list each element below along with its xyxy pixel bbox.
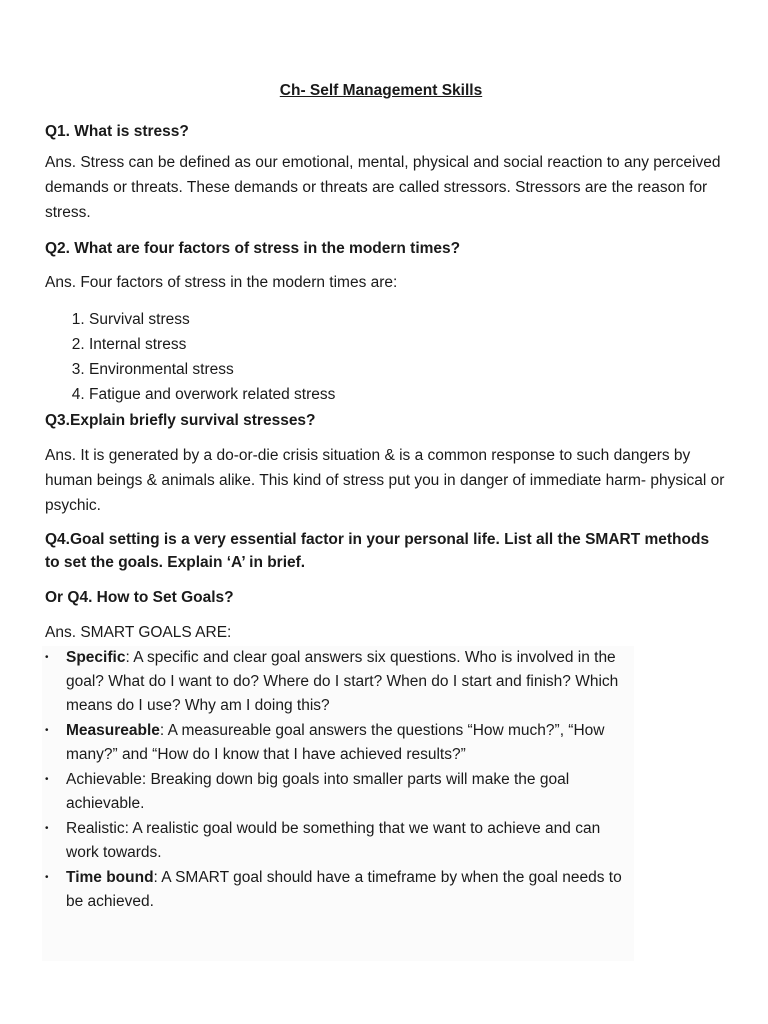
smart-item-specific bbox=[45, 646, 630, 718]
smart-item-achievable bbox=[45, 768, 630, 816]
page-title: Ch- Self Management Skills bbox=[279, 82, 483, 99]
smart-text: Achievable: Breaking down big goals into smaller parts will make the goal achievable. bbox=[66, 771, 570, 812]
smart-term: Measureable bbox=[66, 722, 160, 739]
stress-factors-list bbox=[45, 307, 689, 407]
list-item: 3. Environmental stress bbox=[89, 357, 689, 382]
smart-item-realistic bbox=[45, 817, 630, 865]
list-item: 4. Fatigue and overwork related stress bbox=[89, 382, 689, 407]
q2-answer: Ans. Four factors of stress in the modern times are: bbox=[45, 274, 398, 291]
q1-answer: Ans. Stress can be defined as our emotional, mental, physical and social reaction to any perceived demands or threats. These demands or threats are called stressors. Stressors are the reason for stress. bbox=[45, 154, 721, 221]
bullet-icon: • bbox=[45, 652, 49, 663]
bullet-icon: • bbox=[45, 823, 49, 834]
q3-answer: Ans. It is generated by a do-or-die crisis situation & is a common response to such dangers by human beings & animals alike. This kind of stress put you in danger of immediate harm- physical or psychic. bbox=[45, 447, 725, 514]
list-item: 1. Survival stress bbox=[89, 307, 689, 332]
smart-term: Time bound bbox=[66, 869, 154, 886]
q4-answer: Ans. SMART GOALS ARE: bbox=[45, 624, 232, 641]
smart-item-measureable bbox=[45, 719, 630, 767]
smart-item-time-bound bbox=[45, 866, 630, 914]
smart-text: : A SMART goal should have a timeframe by when the goal needs to be achieved. bbox=[66, 869, 622, 910]
smart-term: Specific bbox=[66, 649, 126, 666]
smart-text: : A measureable goal answers the questions “How much?”, “How many?” and “How do I know that I have achieved results?” bbox=[66, 722, 605, 763]
smart-goals-list bbox=[45, 646, 630, 915]
smart-text: Realistic: A realistic goal would be something that we want to achieve and can work towards. bbox=[66, 820, 601, 861]
list-item: 2. Internal stress bbox=[89, 332, 689, 357]
q3-question: Q3.Explain briefly survival stresses? bbox=[45, 412, 316, 429]
bullet-icon: • bbox=[45, 774, 49, 785]
q1-question: Q1. What is stress? bbox=[45, 123, 189, 140]
q4-question: Q4.Goal setting is a very essential factor in your personal life. List all the SMART methods to set the goals. Explain ‘A’ in brief. bbox=[45, 531, 710, 571]
q2-question: Q2. What are four factors of stress in the modern times? bbox=[45, 240, 461, 257]
bullet-icon: • bbox=[45, 872, 49, 883]
q4-alt-question: Or Q4. How to Set Goals? bbox=[45, 589, 234, 606]
bullet-icon: • bbox=[45, 725, 49, 736]
smart-text: : A specific and clear goal answers six questions. Who is involved in the goal? What do I want to do? Where do I start? When do I start and finish? Which means do I use? Why am I doing this? bbox=[66, 649, 619, 714]
